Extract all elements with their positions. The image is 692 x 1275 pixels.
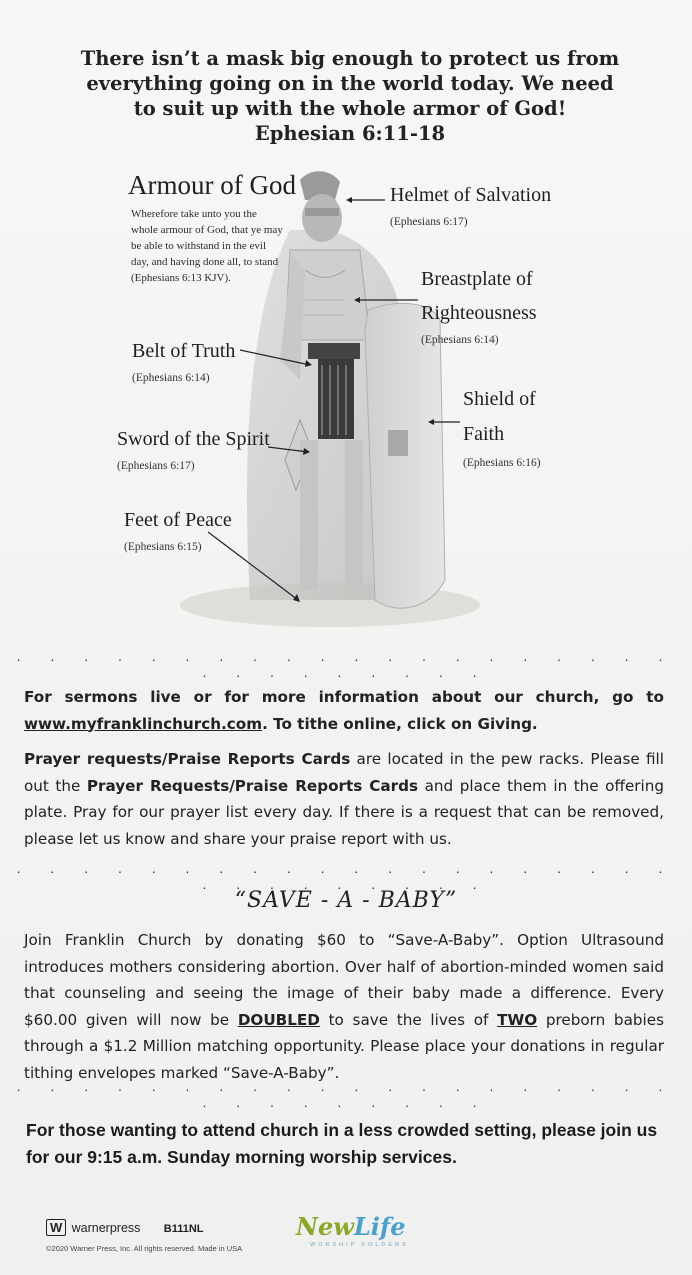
prayer-cards-bold: Prayer requests/Praise Reports Cards — [24, 750, 351, 768]
feet-ref: (Ephesians 6:15) — [124, 541, 202, 553]
sermons-text: For sermons live or for more information about our church, go to — [24, 688, 664, 706]
sermons-text-2: . To tithe online, click on Giving. — [262, 714, 538, 733]
belt-label: Belt of Truth — [132, 340, 236, 362]
save-a-baby-paragraph — [24, 927, 664, 1086]
headline-line: to suit up with the whole armor of God! — [133, 97, 567, 120]
save-text-3: preborn babies through a $1.2 Million matching opportunity. Please place your donations in regular tithing envelopes marked “Save-A-Baby”. — [24, 1010, 664, 1082]
two-emphasis: TWO — [497, 1010, 538, 1029]
helmet-label: Helmet of Salvation — [390, 184, 552, 206]
verse-line: (Ephesians 6:13 KJV). — [131, 272, 231, 284]
save-text-2: to save the lives of — [319, 1010, 498, 1029]
breastplate-ref: (Ephesians 6:14) — [421, 334, 499, 346]
helmet-ref: (Ephesians 6:17) — [390, 216, 468, 228]
copyright: ©2020 Warner Press, Inc. All rights reserved. Made in USA — [46, 1244, 243, 1253]
warnerpress-logo-icon: W — [46, 1219, 66, 1236]
dot-divider: . . . . . . . . . . . . . . . . . . . . . . . . . . . . . — [16, 860, 676, 892]
save-a-baby-title: “SAVE - A - BABY” — [234, 888, 458, 913]
shield-label: Shield of — [463, 388, 536, 410]
prayer-text: are located in the pew racks. Please fill out the — [24, 750, 664, 795]
breastplate-label: Breastplate of — [421, 268, 533, 290]
sword-ref: (Ephesians 6:17) — [117, 460, 195, 472]
breastplate-label-2: Righteousness — [421, 302, 537, 324]
belt-ref: (Ephesians 6:14) — [132, 372, 210, 384]
prayer-text-2: and place them in the offering plate. Pray for our prayer list every day. If there is a request that can be removed, please let us know and share your praise report with us. — [24, 776, 665, 848]
shield-label-2: Faith — [463, 423, 505, 445]
product-code: B111NL — [163, 1223, 204, 1235]
headline — [60, 46, 640, 146]
verse-line: be able to withstand in the evil — [131, 240, 267, 252]
armor-verse — [131, 206, 291, 286]
worship-notice: For those wanting to attend church in a less crowded setting, please join us for our 9:15 a.m. Sunday morning worship services. — [26, 1120, 658, 1167]
newlife-part-1: New — [296, 1212, 354, 1241]
sermons-paragraph — [24, 684, 664, 737]
dot-divider: . . . . . . . . . . . . . . . . . . . . . . . . . . . . . — [16, 648, 676, 680]
headline-line: There isn’t a mask big enough to protect us from — [80, 47, 620, 70]
armor-of-god-illustration — [0, 160, 692, 640]
prayer-cards-bold-2: Prayer Requests/Praise Reports Cards — [86, 776, 419, 795]
soldier-illustration — [0, 160, 692, 640]
save-text: Join Franklin Church by donating $60 to “Save-A-Baby”. Option Ultrasound introduces mothers considering abortion. Over half of abortion-minded women said that counseling and seeing the image of their baby made a difference. Every $60.00 given will now be — [24, 931, 664, 1029]
warnerpress-brand — [46, 1219, 204, 1236]
newlife-part-2: Life — [353, 1212, 406, 1241]
headline-scripture-ref: Ephesian 6:11-18 — [254, 122, 446, 145]
verse-line: day, and having done all, to stand — [131, 256, 279, 268]
feet-label: Feet of Peace — [124, 509, 232, 531]
verse-line: Wherefore take unto you the — [131, 208, 257, 220]
newlife-wordmark — [296, 1212, 405, 1241]
church-website-link[interactable]: www.myfranklinchurch.com — [24, 714, 263, 733]
verse-line: whole armour of God, that ye may — [131, 224, 283, 236]
doubled-emphasis: DOUBLED — [237, 1010, 320, 1029]
prayer-paragraph — [24, 746, 664, 852]
armor-title: Armour of God — [128, 170, 296, 200]
dot-divider: . . . . . . . . . . . . . . . . . . . . . . . . . . . . . — [16, 1078, 676, 1110]
shield-ref: (Ephesians 6:16) — [463, 457, 541, 469]
headline-line: everything going on in the world today. We need — [86, 72, 614, 95]
sword-label: Sword of the Spirit — [117, 428, 270, 450]
brand-name: warnerpress — [71, 1221, 141, 1235]
newlife-subtitle: WORSHIP FOLDERS — [310, 1242, 409, 1248]
newlife-logo — [296, 1212, 409, 1248]
